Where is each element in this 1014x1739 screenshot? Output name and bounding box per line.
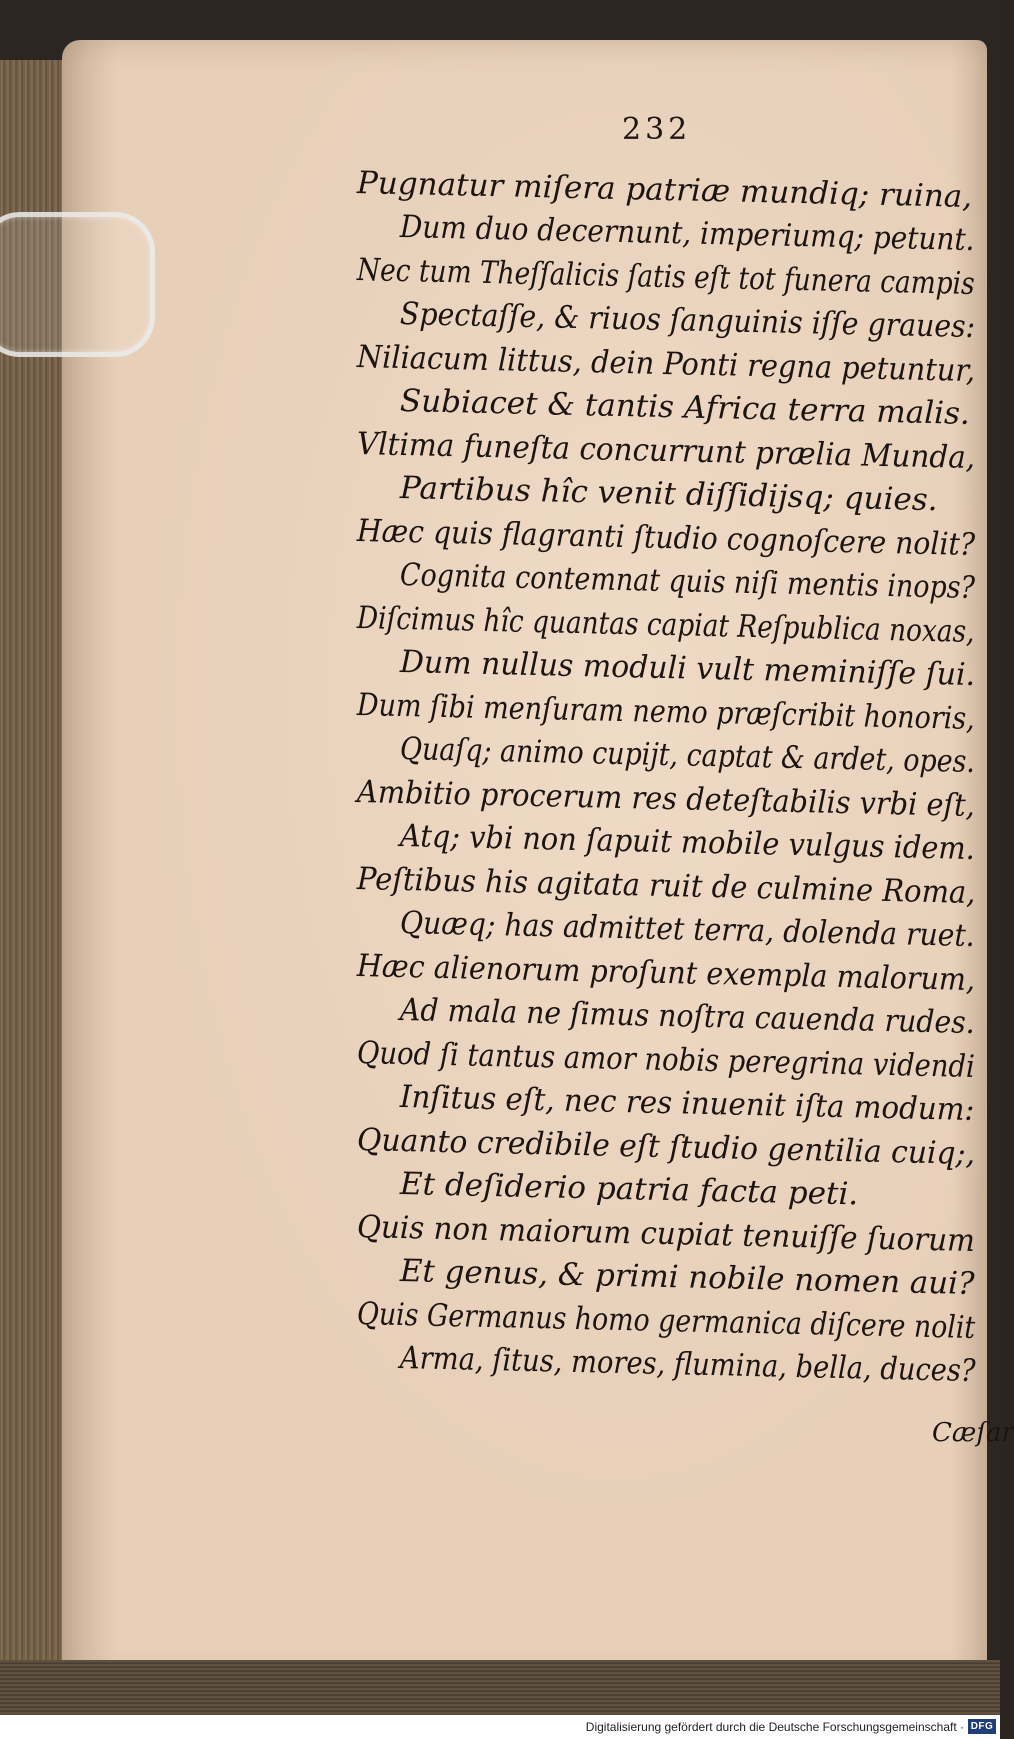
verse-line: Et deſiderio patria facta peti.	[399, 1165, 859, 1212]
verse-line: Quanto credibile eſt ſtudio gentilia cuiq;,	[356, 1122, 976, 1173]
verse-line: Ad mala ne ſimus noſtra cauenda rudes.	[399, 991, 976, 1041]
digitization-footer	[0, 1715, 1000, 1739]
verse-line: Subiacet & tantis Africa terra malis.	[399, 382, 971, 432]
verse-line: Cognita contemnat quis niſi mentis inops?	[399, 556, 976, 606]
verse-line: Partibus hîc venit diſſidijsq; quies.	[399, 469, 939, 518]
page-clip	[0, 212, 155, 357]
verse-line: Nec tum Theſſalicis ſatis eſt tot funera campis	[356, 252, 976, 303]
verse-line: Quis non maiorum cupiat tenuiſſe ſuorum	[356, 1209, 976, 1260]
verse-line: Spectaſſe, & riuos ſanguinis iſſe graues:	[399, 295, 976, 345]
verse-line: Atq; vbi non ſapuit mobile vulgus idem.	[399, 817, 976, 867]
verse-line: Niliacum littus, dein Ponti regna petuntur,	[356, 339, 976, 390]
verse-line: Pugnatur miſera patriæ mundiq; ruina,	[356, 165, 973, 215]
verse-line: Dum ſibi menſuram nemo præſcribit honoris,	[356, 687, 976, 738]
book-bottom-edges	[0, 1660, 1000, 1715]
verse-line: Quod ſi tantus amor nobis peregrina videndi	[356, 1035, 976, 1086]
footer-credit-text: Digitalisierung gefördert durch die Deutsche Forschungsgemeinschaft ·	[585, 1720, 964, 1734]
verse-line: Dum nullus moduli vult meminiſſe ſui.	[399, 643, 976, 693]
verse-line: Arma, ſitus, mores, flumina, bella, duces?	[399, 1339, 976, 1389]
verse-line: Hæc quis flagranti ſtudio cognoſcere nolit?	[356, 513, 976, 564]
verse-line: Quæq; has admittet terra, dolenda ruet.	[399, 904, 976, 954]
dfg-logo-icon: DFG	[968, 1719, 996, 1734]
catchword: Cæſar	[932, 1418, 1014, 1448]
verse-line: Peſtibus his agitata ruit de culmine Roma,	[356, 861, 976, 912]
verse-line: Hæc alienorum proſunt exempla malorum,	[356, 948, 976, 999]
page-number: 232	[622, 112, 692, 147]
verse-line: Diſcimus hîc quantas capiat Reſpublica noxas,	[356, 600, 975, 651]
verse-line: Quis Germanus homo germanica diſcere nolit	[356, 1296, 976, 1347]
verse-line: Vltima funeſta concurrunt prælia Munda,	[356, 426, 976, 477]
verse-line: Inſitus eſt, nec res inuenit iſta modum:	[399, 1078, 975, 1128]
verse-line: Et genus, & primi nobile nomen aui?	[399, 1252, 975, 1302]
verse-line: Quaſq; animo cupijt, captat & ardet, opes.	[399, 730, 976, 780]
verse-line: Dum duo decernunt, imperiumq; petunt.	[399, 208, 975, 258]
verse-line: Ambitio procerum res deteſtabilis vrbi eſt,	[356, 774, 976, 825]
